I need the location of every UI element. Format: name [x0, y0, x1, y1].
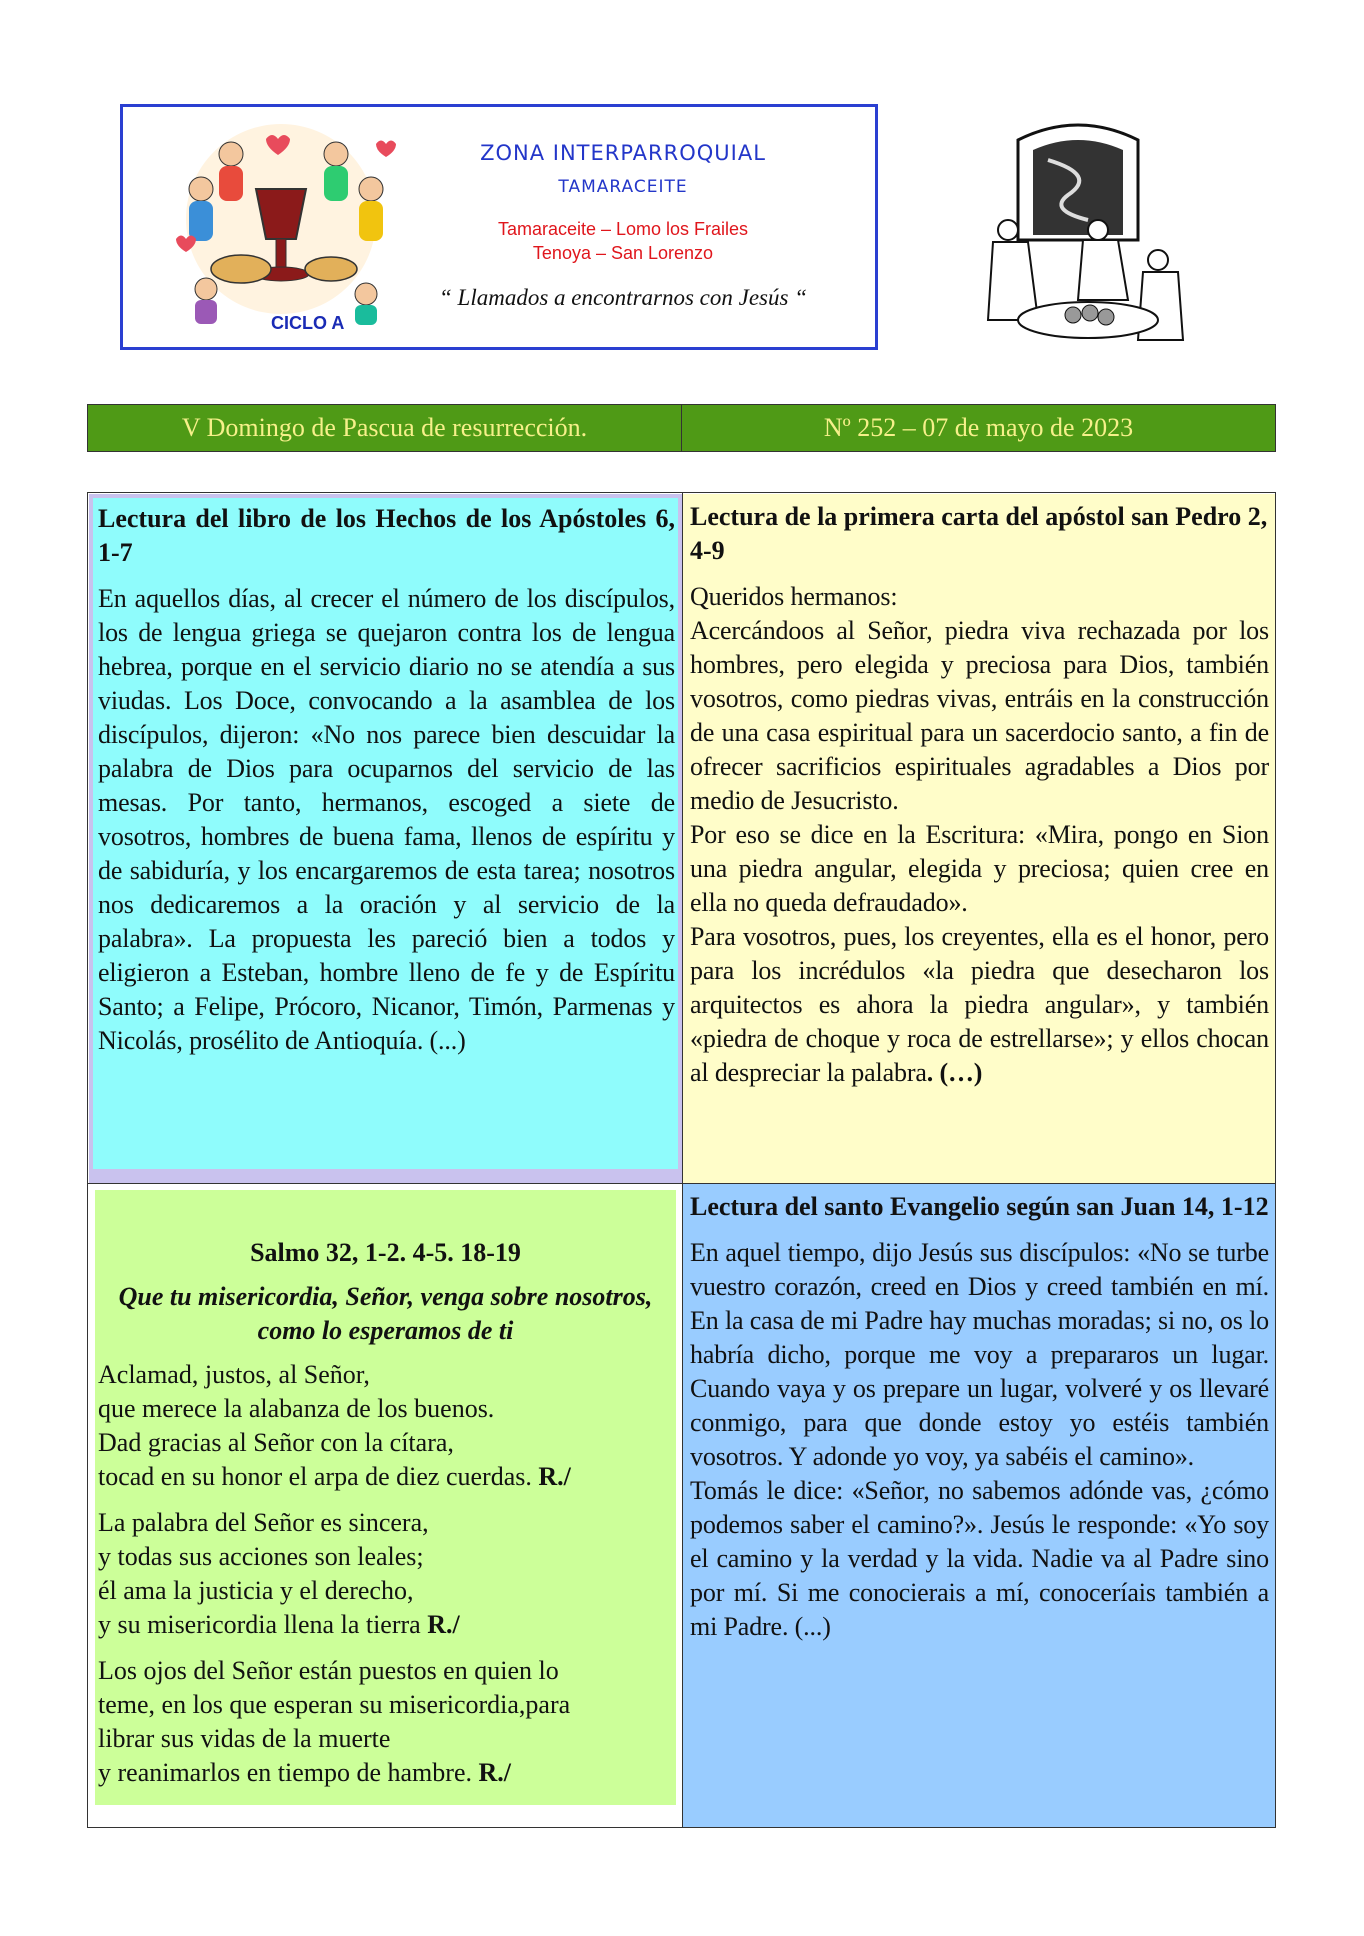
motto: “ Llamados a encontrarnos con Jesús “ — [438, 285, 807, 310]
psalm-title: Salmo 32, 1-2. 4-5. 18-19 — [250, 1238, 521, 1267]
psalm-panel — [89, 1184, 682, 1827]
zona-subtitle: TAMARACEITE — [558, 177, 688, 197]
stanza-line: teme, en los que esperan su misericordia,para — [98, 1690, 571, 1719]
psalm-stanza-3 — [98, 1654, 673, 1790]
psalm-response: Que tu misericordia, Señor, venga sobre nosotros, como lo esperamos de ti — [118, 1282, 653, 1345]
psalm-stanza-1 — [98, 1358, 673, 1494]
stanza-line: y reanimarlos en tiempo de hambre. — [98, 1758, 479, 1787]
second-reading-para-4 — [690, 920, 1269, 1090]
stanza-line: él ama la justicia y el derecho, — [98, 1576, 414, 1605]
stanza-line: Dad gracias al Señor con la cítara, — [98, 1428, 454, 1457]
response-marker: R./ — [478, 1758, 511, 1787]
ciclo-label: CICLO A — [271, 313, 345, 333]
first-reading-title: Lectura del libro de los Hechos de los Apóstoles 6, 1-7 — [98, 504, 675, 567]
stanza-line: que merece la alabanza de los buenos. — [98, 1394, 495, 1423]
parishes-line-2: Tenoya – San Lorenzo — [532, 243, 714, 263]
gospel-panel — [683, 1184, 1275, 1827]
title-bar — [87, 404, 1276, 452]
second-reading-para-3: Por eso se dice en la Escritura: «Mira, pongo en Sion una piedra angular, elegida y preciosa; quien cree en ella no queda defraudado». — [690, 820, 1269, 917]
stanza-line: librar sus vidas de la muerte — [98, 1724, 391, 1753]
stanza-line: Los ojos del Señor están puestos en quien lo — [98, 1656, 559, 1685]
psalm-stanza-2 — [98, 1506, 673, 1642]
stanza-line: La palabra del Señor es sincera, — [98, 1508, 429, 1537]
header-box — [120, 104, 878, 350]
community-clipart-image — [161, 119, 421, 329]
emmaus-sketch-image — [958, 120, 1198, 360]
first-reading-text: En aquellos días, al crecer el número de los discípulos, los de lengua griega se quejaron contra los de lengua hebrea, porque en el servicio diario no se atendía a sus viudas. Los Doce, convocando a la asamblea de los discípulos, dijeron: «No nos parece bien descuidar la palabra de Dios para ocuparnos del servicio de las mesas. Por tanto, hermanos, escoged a siete de vosotros, hombres de buena fama, llenos de espíritu y de sabiduría, y los encargaremos de esta tarea; nosotros nos dedicaremos a la oración y al servicio de la palabra». La propuesta les pareció bien a todos y eligieron a Esteban, hombre lleno de fe y de Espíritu Santo; a Felipe, Prócoro, Nicanor, Timón, Parmenas y Nicolás, prosélito de Antioquía. (...) — [98, 584, 675, 1055]
second-reading-text — [690, 580, 1269, 1090]
second-reading-para-4-end: . (…) — [926, 1058, 983, 1087]
second-reading-title: Lectura de la primera carta del apóstol san Pedro 2, 4-9 — [690, 502, 1268, 565]
second-reading-para-4-text: Para vosotros, pues, los creyentes, ella es el honor, pero para los incrédulos «la piedra que desecharon los arquitectos es ahora la piedra angular», y también «piedra de choque y roca de estrellarse»; y ellos chocan al despreciar la palabra — [690, 922, 1269, 1087]
stanza-line: y su misericordia llena la tierra — [98, 1610, 428, 1639]
gospel-para-1: En aquel tiempo, dijo Jesús sus discípulos: «No se turbe vuestro corazón, creed en Dios y creed también en mí. En la casa de mi Padre hay muchas moradas; si no, os lo habría dicho, porque me voy a prepararos un lugar. Cuando vaya y os prepare un lugar, volveré y os llevaré conmigo, para que donde estoy yo estéis también vosotros. Y adonde yo voy, ya sabéis el camino». — [690, 1238, 1269, 1471]
second-reading-para-2: Acercándoos al Señor, piedra viva rechazada por los hombres, pero elegida y preciosa para Dios, también vosotros, como piedras vivas, entráis en la construcción de una casa espiritual para un sacerdocio santo, a fin de ofrecer sacrificios espirituales agradables a Dios por medio de Jesucristo. — [690, 616, 1269, 815]
readings-grid — [87, 492, 1276, 1828]
zona-title: ZONA INTERPARROQUIAL — [480, 141, 766, 165]
gospel-text — [690, 1236, 1269, 1644]
second-reading-para-1: Queridos hermanos: — [690, 582, 898, 611]
gospel-title: Lectura del santo Evangelio según san Juan 14, 1-12 — [690, 1192, 1269, 1221]
stanza-line: y todas sus acciones son leales; — [98, 1542, 424, 1571]
gospel-para-2: Tomás le dice: «Señor, no sabemos adónde vas, ¿cómo podemos saber el camino?». Jesús le responde: «Yo soy el camino y la verdad y la vida. Nadie va al Padre sino por mí. Si me conocierais a mí, conoceríais también a mi Padre. (...) — [690, 1476, 1269, 1641]
response-marker: R./ — [538, 1462, 571, 1491]
second-reading-panel — [683, 494, 1275, 1183]
stanza-line: tocad en su honor el arpa de diez cuerdas. — [98, 1462, 539, 1491]
response-marker: R./ — [427, 1610, 460, 1639]
issue-date: Nº 252 – 07 de mayo de 2023 — [681, 405, 1275, 451]
stanza-line: Aclamad, justos, al Señor, — [98, 1360, 370, 1389]
parishes-line-1: Tamaraceite – Lomo los Frailes — [497, 219, 749, 239]
sunday-title: V Domingo de Pascua de resurrección. — [181, 413, 588, 442]
first-reading-panel — [89, 494, 682, 1183]
